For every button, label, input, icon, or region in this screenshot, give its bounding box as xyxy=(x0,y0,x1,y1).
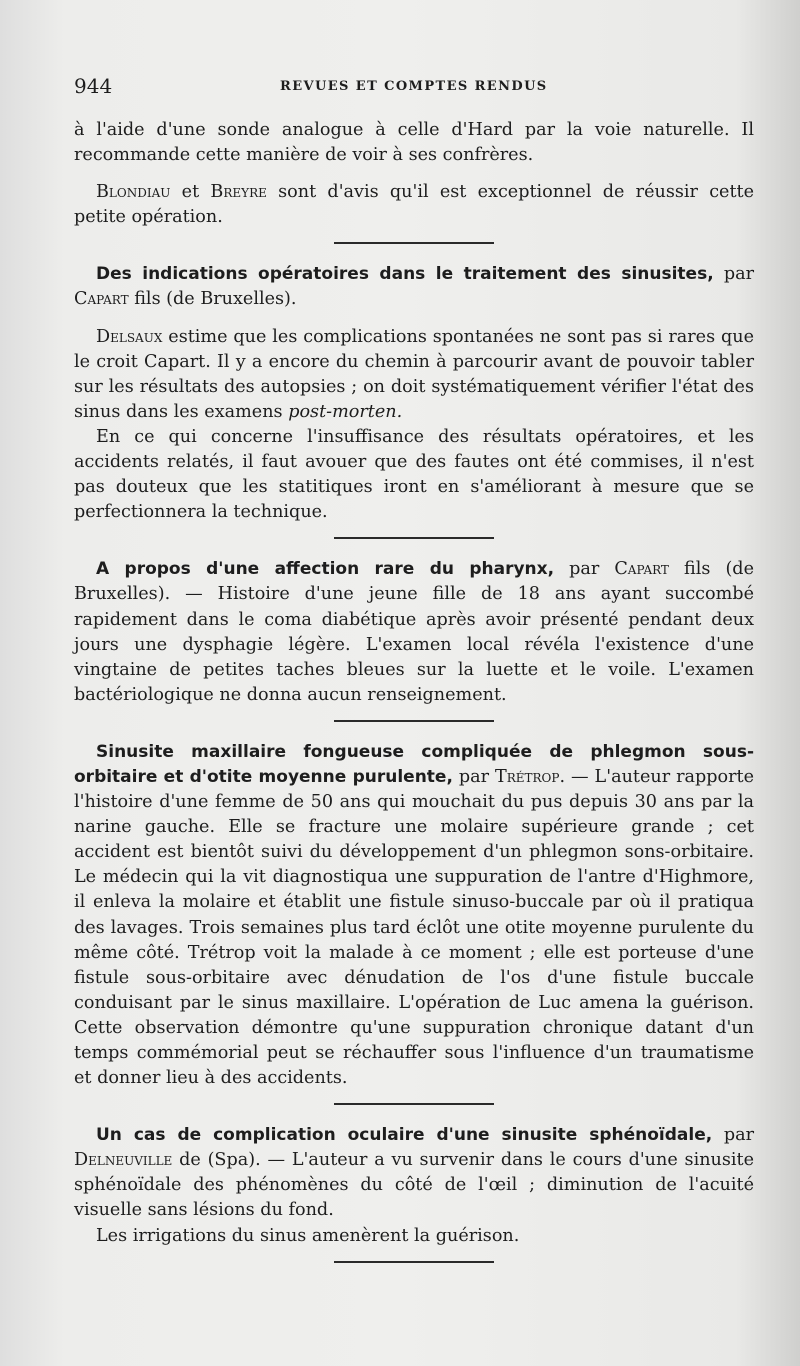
author-name: Breyre xyxy=(210,182,267,203)
article-title: Un cas de complication oculaire d'une sinusite sphénoïdale, xyxy=(96,1125,713,1146)
section-divider xyxy=(334,1261,494,1263)
paragraph: Delsaux estime que les complications spontanées ne sont pas si rares que le croit Capart. Il y a encore du chemin à parcourir avant de pouvoir tabler sur les résultats des autopsies ; on doit systématiquement vérifier l'état des sinus dans les examens post-morten. xyxy=(74,326,754,422)
section-divider xyxy=(334,242,494,244)
section-divider xyxy=(334,720,494,722)
paragraph: En ce qui concerne l'insuffisance des résultats opératoires, et les accidents relatés, il faut avouer que des fautes ont été commises, il n'est pas douteux que les statitiques iront en s'améliorant à mesure que se perfectionnera la technique. xyxy=(74,426,754,523)
author-name: Capart xyxy=(74,289,129,310)
author-name: Blondiau xyxy=(96,182,171,203)
paragraph-continuation: à l'aide d'une sonde analogue à celle d'Hard par la voie naturelle. Il recommande cette manière de voir à ses confrères. xyxy=(74,120,754,166)
section-paragraph: A propos d'une affection rare du pharynx, par Capart fils (de Bruxelles). — Histoire d'une jeune fille de 18 ans ayant succombé rapidement dans le coma diabétique après avoir présenté pendant deux jours une dysphagie légère. L'examen local révéla l'existence d'une vingtaine de petites taches bleues sur la luette et le voile. L'examen bactériologique ne donna aucun renseignement. xyxy=(74,559,754,705)
page-number: 944 xyxy=(74,74,113,98)
page-body xyxy=(74,118,754,1281)
author-name: Delsaux xyxy=(96,326,163,347)
author-name: Delneuville xyxy=(74,1150,173,1171)
section-paragraph: Sinusite maxillaire fongueuse compliquée de phlegmon sous-orbitaire et d'otite moyenne purulente, par Trétrop. — L'auteur rapporte l'histoire d'une femme de 50 ans qui mouchait du pus depuis 30 ans par la narine gauche. Elle se fracture une molaire supérieure grande ; cet accident est bientôt suivi du développement d'un phlegmon sons-orbitaire. Le médecin qui la vit diagnostiqua une suppuration de l'antre d'Highmore, il enleva la molaire et établit une fistule sinuso-buccale par où il pratiqua des lavages. Trois semaines plus tard éclôt une otite moyenne purulente du même côté. Trétrop voit la malade à ce moment ; elle est porteuse d'une fistule sous-orbitaire avec dénudation de l'os d'une fistule buccale conduisant par le sinus maxillaire. L'opération de Luc amena la guérison. Cette observation démontre qu'une suppuration chronique datant d'un temps commémorial peut se réchauffer sous l'influence d'un traumatisme et donner lieu à des accidents. xyxy=(74,741,754,1089)
section-heading: Des indications opératoires dans le traitement des sinusites, par Capart fils (de Bruxelles). xyxy=(74,264,754,310)
paragraph-blondiau: Blondiau et Breyre sont d'avis qu'il est exceptionnel de réussir cette petite opération. xyxy=(74,182,755,228)
running-head: REVUES ET COMPTES RENDUS xyxy=(280,79,548,94)
section-divider xyxy=(334,1103,494,1105)
article-title: A propos d'une affection rare du pharynx, xyxy=(96,559,555,580)
article-title: Des indications opératoires dans le traitement des sinusites, xyxy=(96,264,714,285)
page-header xyxy=(74,70,760,102)
paragraph: Les irrigations du sinus amenèrent la guérison. xyxy=(96,1225,520,1246)
article-title: Sinusite maxillaire fongueuse compliquée de phlegmon sous-orbitaire et d'otite moyenne purulente, xyxy=(74,741,754,787)
author-name: Trétrop xyxy=(494,766,560,787)
author-name: Capart xyxy=(614,559,669,580)
section-divider xyxy=(334,537,494,539)
section-paragraph: Un cas de complication oculaire d'une sinusite sphénoïdale, par Delneuville de (Spa). — L'auteur a vu survenir dans le cours d'une sinusite sphénoïdale des phénomènes du côté de l'œil ; diminution de l'acuité visuelle sans lésions du fond. xyxy=(74,1125,754,1221)
